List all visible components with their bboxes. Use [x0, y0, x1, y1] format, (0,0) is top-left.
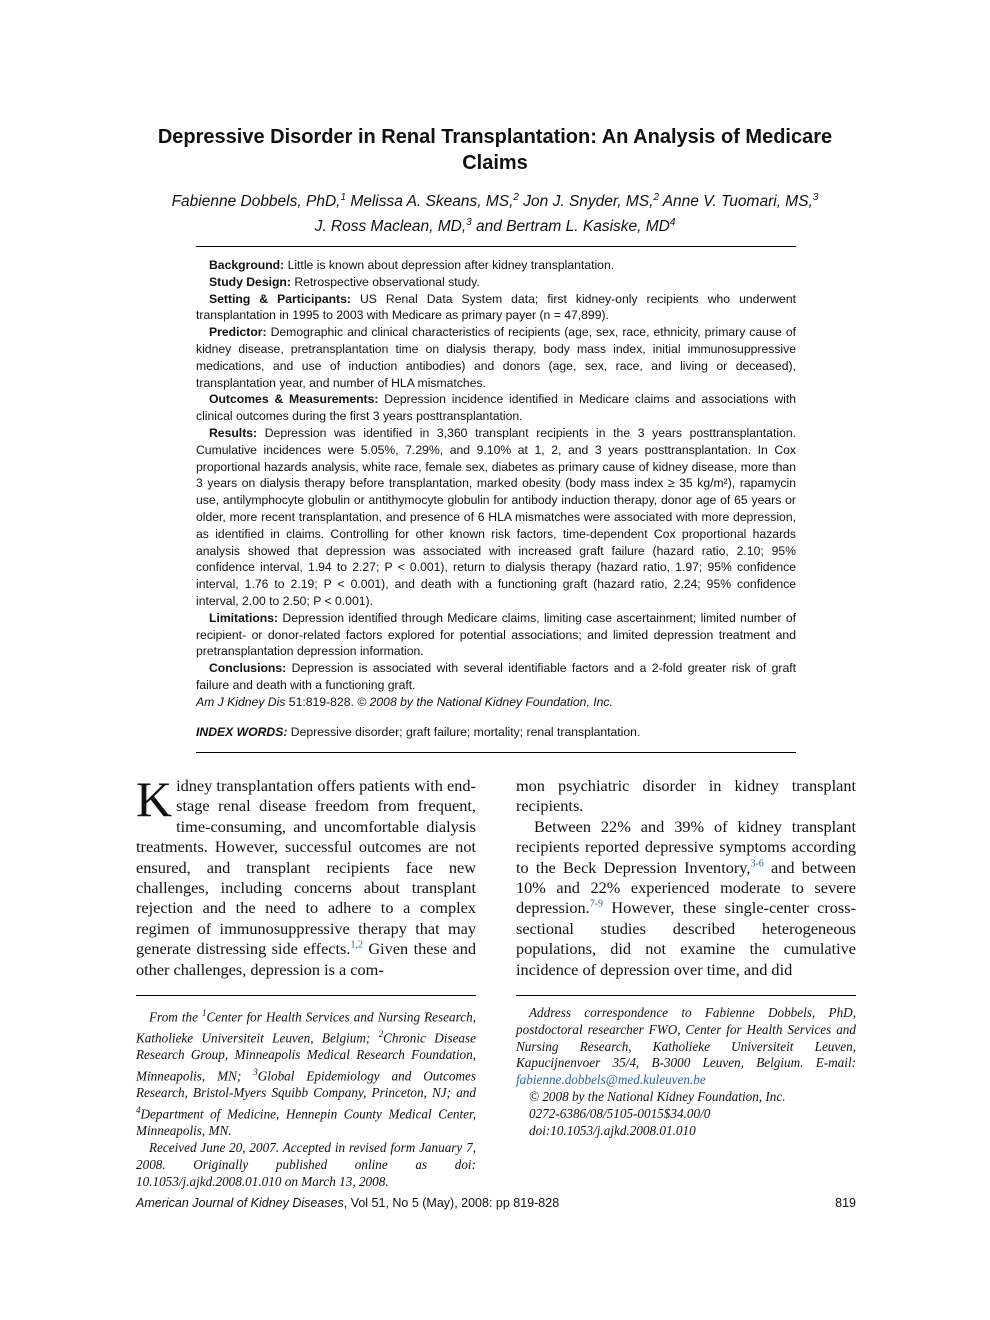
footnote-text: Address correspondence to Fabienne Dobbels, PhD, postdoctoral researcher FWO, Center for Health Services and Nursing Research, Katholieke Universiteit Leuven, Kapucijnenvoer 35/4, B-3000 Leuven, Belgium. E-mail:	[516, 1005, 856, 1071]
reference-link[interactable]: 7-9	[589, 899, 604, 911]
body-paragraph: mon psychiatric disorder in kidney transplant recipients.	[516, 776, 856, 816]
section-text: Demographic and clinical characteristics of recipients (age, sex, race, ethnicity, primary cause of kidney disease, pretransplantation time on dialysis therapy, body mass index, initial immunosuppressive medications, and use of induction antibodies) and donors (age, sex, race, and living or deceased), transplantation year, and number of HLA mismatches.	[196, 325, 796, 390]
affiliation-marker: 1	[202, 1008, 207, 1018]
section-label: Limitations:	[209, 610, 279, 625]
abstract-predictor	[196, 324, 796, 391]
section-text: Depression was identified in 3,360 transplant recipients in the 3 years posttransplantation. Cumulative incidences were 5.05%, 7.29%, and 9.10% at 1, 2, and 3 years posttransplantation. In Cox proportional hazards analysis, white race, female sex, diabetes as primary cause of kidney disease, more than 3 years on dialysis therapy before transplantation, marked obesity (body mass index ≥ 35 kg/m²), rapamycin use, antilymphocyte globulin or antithymocyte globulin for antibody induction therapy, donor age of 65 years or older, more recent transplantation, and presence of 6 HLA mismatches were associated with more depression, as identified in claims. Controlling for other known risk factors, time-dependent Cox proportional hazards analysis showed that depression was associated with increased graft failure (hazard ratio, 2.10; 95% confidence interval, 1.94 to 2.27; P < 0.001), return to dialysis therapy (hazard ratio, 1.97; 95% confidence interval, 1.76 to 2.19; P < 0.001), and death with a functioning graft (hazard ratio, 2.24; 95% confidence interval, 2.00 to 2.50; P < 0.001).	[196, 425, 796, 608]
article-title: Depressive Disorder in Renal Transplantation: An Analysis of Medicare Claims	[157, 126, 833, 174]
abstract-background	[196, 257, 796, 274]
citation-copyright: © 2008 by the National Kidney Foundation, Inc.	[357, 694, 613, 709]
affiliation-marker: 1	[340, 192, 347, 203]
author-name: Fabienne Dobbels, PhD,	[171, 193, 341, 211]
section-text: US Renal Data System data; first kidney-only recipients who underwent transplantation in 1995 to 2003 with Medicare as primary payer (n = 47,899).	[196, 291, 796, 323]
author-name: Jon J. Snyder, MS,	[523, 193, 654, 211]
section-label: Study Design:	[209, 274, 291, 289]
affiliations-footnote	[136, 1005, 476, 1191]
body-column-right	[516, 776, 856, 980]
footer-journal: American Journal of Kidney Diseases	[136, 1196, 344, 1210]
abstract-top-rule	[196, 246, 796, 247]
section-text: Retrospective observational study.	[294, 274, 480, 289]
section-label: Results:	[209, 425, 258, 440]
footnote-text: Chronic Disease Research Group, Minneapolis Medical Research Foundation, Minneapolis, MN;	[136, 1030, 477, 1084]
affiliation-marker: 3	[253, 1067, 258, 1078]
footnote-rule	[516, 995, 856, 996]
section-text: Depression identified through Medicare claims, limiting case ascertainment; limited number of recipient- or donor-related factors explored for potential associations; and limited depression treatment and pretransplantation depression information.	[196, 610, 797, 659]
author-name: Anne V. Tuomari, MS,	[662, 193, 813, 211]
correspondence-footnote	[516, 1005, 856, 1139]
abstract	[196, 257, 796, 711]
index-words-label: INDEX WORDS:	[196, 725, 288, 739]
affiliation-marker: 3	[812, 192, 819, 203]
abstract-outcomes	[196, 391, 796, 425]
index-words	[196, 724, 796, 740]
footnote-text: Department of Medicine, Hennepin County Medical Center, Minneapolis, MN.	[136, 1106, 476, 1139]
body-paragraph	[136, 771, 476, 980]
section-label: Predictor:	[209, 325, 267, 340]
reference-link[interactable]: 1,2	[350, 939, 363, 951]
paragraph-text: and between 10% and 22% experienced moderate to severe depression.	[516, 857, 856, 918]
section-text: Depression incidence identified in Medicare claims and associations with clinical outcomes during the first 3 years posttransplantation.	[196, 392, 796, 424]
abstract-results	[196, 425, 796, 610]
author-name: and Bertram L. Kasiske, MD	[476, 218, 670, 236]
body-paragraph	[516, 817, 856, 980]
author-name: J. Ross Maclean, MD,	[314, 218, 467, 236]
abstract-citation	[196, 694, 796, 711]
section-label: Conclusions:	[209, 661, 287, 676]
affiliation-marker: 2	[378, 1029, 384, 1040]
author-name: Melissa A. Skeans, MS,	[350, 193, 514, 211]
correspondence-address	[516, 1005, 856, 1089]
footer-details: , Vol 51, No 5 (May), 2008: pp 819-828	[343, 1196, 560, 1210]
footnote-text: From the	[149, 1009, 198, 1025]
footnote-text: Center for Health Services and Nursing Research, Katholieke Universiteit Leuven, Belgium;	[136, 1009, 476, 1046]
paragraph-text: However, these single-center cross-sectional studies described heterogeneous populations, did not examine the cumulative incidence of depression over time, and did	[516, 898, 856, 979]
paragraph-text: Given these and other challenges, depression is a com-	[136, 939, 476, 979]
email-link[interactable]: fabienne.dobbels@med.kuleuven.be	[516, 1072, 706, 1088]
affiliations-text	[136, 1005, 476, 1140]
section-label: Setting & Participants:	[209, 291, 351, 306]
page-footer	[136, 1196, 856, 1210]
index-words-text: Depressive disorder; graft failure; mortality; renal transplantation.	[290, 725, 641, 739]
issn-line: 0272-6386/08/5105-0015$34.00/0	[529, 1105, 711, 1121]
affiliation-marker: 4	[136, 1105, 141, 1116]
drop-cap: K	[136, 771, 173, 827]
abstract-bottom-rule	[196, 752, 796, 753]
section-label: Outcomes & Measurements:	[209, 392, 379, 407]
section-text: Little is known about depression after kidney transplantation.	[287, 258, 615, 272]
abstract-limitations	[196, 610, 796, 660]
abstract-design	[196, 274, 796, 291]
abstract-setting	[196, 291, 796, 325]
affiliation-marker: 2	[653, 192, 659, 203]
body-column-left	[136, 771, 476, 980]
footnote-rule	[136, 995, 476, 996]
received-dates: Received June 20, 2007. Accepted in revised form January 7, 2008. Originally published online as doi: 10.1053/j.ajkd.2008.01.010 on March 13, 2008.	[136, 1140, 476, 1189]
citation-volume: 51:819-828.	[288, 694, 354, 709]
reference-link[interactable]: 3-6	[750, 858, 764, 870]
paragraph-text: idney transplantation offers patients with end-stage renal disease freedom from frequent, time-consuming, and uncomfortable dialysis treatments. However, successful outcomes are not ensured, and transplant recipients face new challenges, including concerns about transplant rejection and the need to adhere to a complex regimen of immunosuppressive therapy that may generate distressing side effects.	[136, 776, 476, 959]
citation-journal: Am J Kidney Dis	[196, 694, 286, 709]
doi-line: doi:10.1053/j.ajkd.2008.01.010	[529, 1122, 696, 1138]
paragraph-text: Between 22% and 39% of kidney transplant recipients reported depressive symptoms according to the Beck Depression Inventory,	[516, 816, 856, 877]
section-text: Depression is associated with several identifiable factors and a 2-fold greater risk of graft failure and death with a functioning graft.	[196, 661, 796, 692]
section-label: Background:	[209, 258, 285, 272]
author-list	[130, 187, 860, 237]
affiliation-marker: 4	[669, 217, 676, 229]
affiliation-marker: 2	[513, 192, 519, 203]
copyright-line: © 2008 by the National Kidney Foundation, Inc.	[529, 1088, 786, 1104]
footnote-text: Global Epidemiology and Outcomes Research, Bristol-Myers Squibb Company, Princeton, NJ; and	[136, 1068, 476, 1101]
page-number: 819	[835, 1196, 856, 1210]
affiliation-marker: 3	[466, 217, 472, 229]
abstract-conclusions	[196, 660, 796, 694]
